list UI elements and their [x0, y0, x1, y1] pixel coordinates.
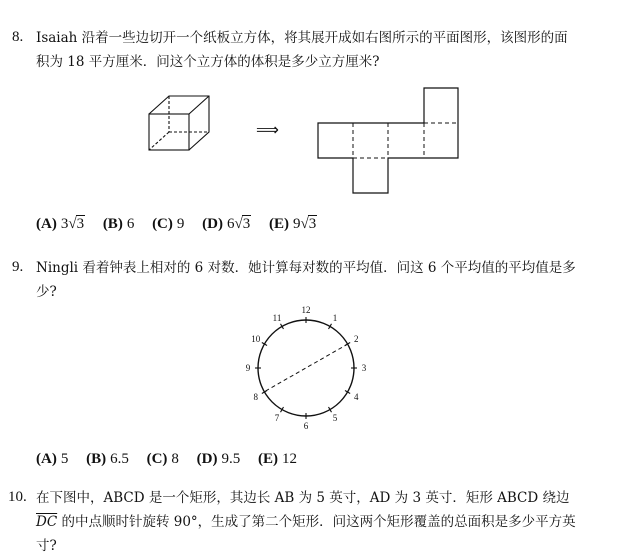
choice-b[interactable]: (B) 6	[102, 216, 135, 232]
choice-a[interactable]: (A) 5	[36, 451, 69, 467]
choice-e[interactable]: (E) 9√3	[268, 216, 317, 232]
clock-number: 10	[251, 334, 261, 344]
implies-arrow: ⟹	[256, 120, 279, 139]
clock-number: 7	[274, 413, 280, 424]
problem-9-choices	[36, 451, 311, 468]
problem-9-number: 9.	[12, 259, 24, 275]
cube-net-figure	[316, 86, 462, 196]
choice-d[interactable]: (D) 9.5	[196, 451, 241, 467]
problem-10-text-line3: 寸?	[36, 538, 57, 554]
clock-number: 8	[253, 392, 259, 402]
clock-number: 2	[353, 334, 359, 344]
choice-c[interactable]: (C) 9	[152, 216, 185, 232]
problem-8-text-line1: Isaiah 沿着一些边切开一个纸板立方体，将其展开成如右图所示的平面图形，该图形的面	[36, 30, 568, 46]
choice-d[interactable]: (D) 6√3	[202, 216, 251, 232]
clock-number: 12	[301, 306, 311, 315]
problem-10-number: 10.	[8, 489, 27, 505]
choice-c[interactable]: (C) 8	[146, 451, 179, 467]
choice-b[interactable]: (B) 6.5	[86, 451, 129, 467]
problem-9-text-line1: Ningli 看着钟表上相对的 6 对数．她计算每对数的平均值．问这 6 个平均值的平均值是多	[36, 260, 576, 276]
clock-number: 1	[332, 312, 338, 323]
clock-number: 3	[361, 363, 367, 373]
clock-number: 5	[332, 413, 338, 424]
clock-number: 6	[303, 421, 309, 430]
cube-figure	[145, 92, 215, 154]
problem-9-text-line2: 少?	[36, 284, 57, 300]
clock-number: 4	[353, 392, 359, 402]
clock-number: 11	[272, 312, 282, 323]
segment-dc: $\overline{DC}$	[36, 514, 58, 530]
problem-8-number: 8.	[12, 29, 24, 45]
problem-10-text-line2: $\overline{DC}$ 的中点顺时针旋转 90°，生成了第二个矩形．问这两个矩形覆盖的总面积是多少平方英	[36, 514, 576, 530]
clock-figure	[244, 306, 368, 430]
problem-8-choices	[36, 216, 331, 233]
clock-number: 9	[245, 363, 251, 373]
choice-a[interactable]: (A) 3√3	[36, 216, 85, 232]
choice-e[interactable]: (E) 12	[257, 451, 297, 467]
problem-8-text-line2: 积为 18 平方厘米．问这个立方体的体积是多少立方厘米?	[36, 54, 380, 70]
problem-10-text-line1: 在下图中，ABCD 是一个矩形，其边长 AB 为 5 英寸，AD 为 3 英寸．矩形 ABCD 绕边	[36, 490, 570, 506]
